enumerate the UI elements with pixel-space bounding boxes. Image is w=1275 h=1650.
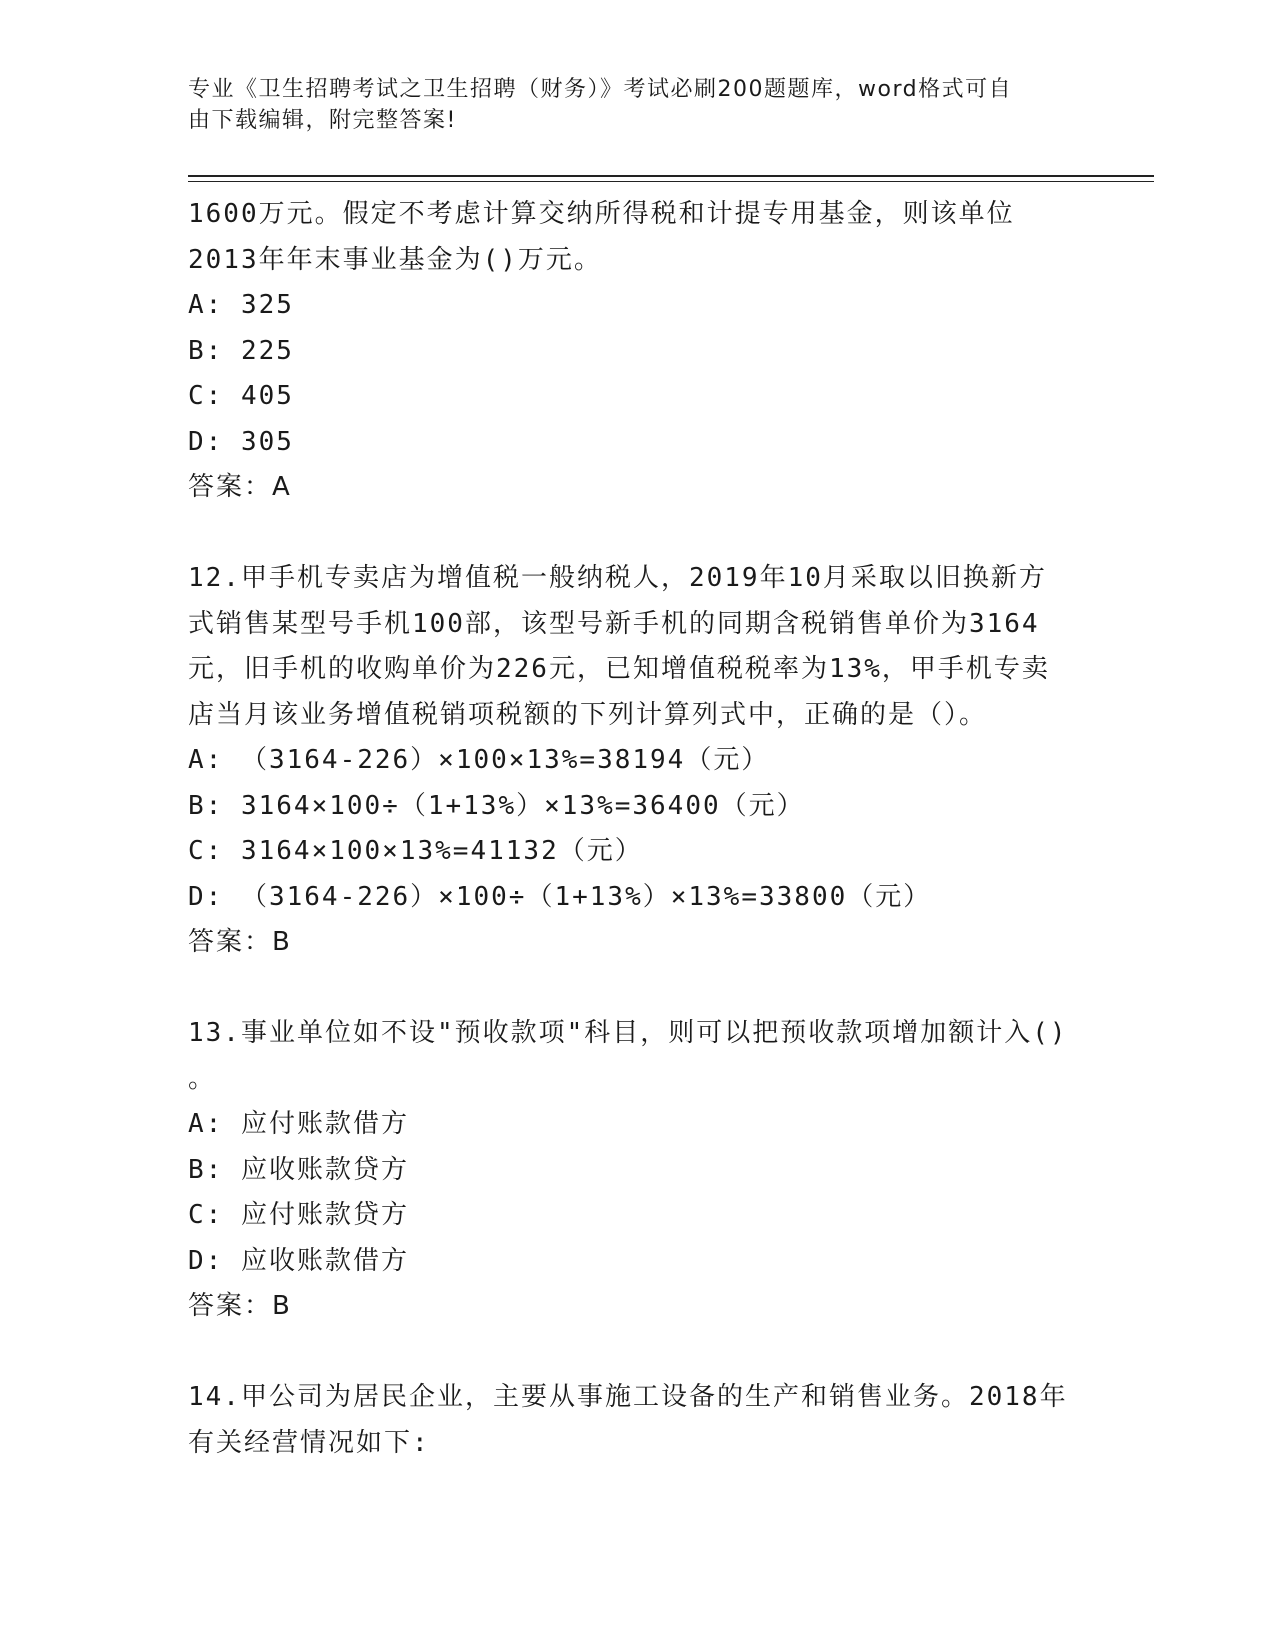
option-a: A: 325: [188, 290, 294, 320]
question-stem-line: 。: [188, 1063, 217, 1094]
option-b: B: 3164×100÷（1+13%）×13%=36400（元）: [188, 790, 805, 821]
option-a: A: （3164-226）×100×13%=38194（元）: [188, 745, 770, 775]
question-stem-line: 1600万元。假定不考虑计算交纳所得税和计提专用基金，则该单位: [188, 199, 1015, 229]
question-12: [188, 556, 1088, 966]
question-stem-line: 元，旧手机的收购单价为226元，已知增值税税率为13%，甲手机专卖: [188, 654, 1050, 684]
header-divider-thick: [188, 175, 1154, 177]
question-14: [188, 1375, 1088, 1466]
option-c: C: 应付账款贷方: [188, 1200, 409, 1230]
header-line-1: 专业《卫生招聘考试之卫生招聘（财务）》考试必刷200题题库，word格式可自: [188, 77, 1013, 102]
header-divider-thin: [188, 181, 1154, 182]
question-13: [188, 1011, 1088, 1330]
option-b: B: 225: [188, 335, 294, 366]
answer-line: 答案：B: [188, 1291, 292, 1321]
question-stem-line: 2013年年末事业基金为()万元。: [188, 244, 602, 275]
option-c: C: 405: [188, 381, 294, 411]
question-stem-line: 式销售某型号手机100部，该型号新手机的同期含税销售单价为3164: [188, 608, 1040, 639]
question-spacer: [188, 511, 1088, 557]
answer-line: 答案：A: [188, 472, 292, 502]
question-spacer: [188, 966, 1088, 1012]
question-stem-line: 店当月该业务增值税销项税额的下列计算列式中，正确的是（）。: [188, 699, 988, 730]
question-stem-line: 有关经营情况如下:: [188, 1427, 430, 1458]
question-stem-line: 12.甲手机专卖店为增值税一般纳税人，2019年10月采取以旧换新方: [188, 563, 1047, 593]
question-stem-line: 13.事业单位如不设"预收款项"科目，则可以把预收款项增加额计入(): [188, 1018, 1068, 1048]
header-line-2: 由下载编辑，附完整答案!: [188, 108, 457, 133]
option-d: D: 305: [188, 426, 294, 457]
question-spacer: [188, 1330, 1088, 1376]
question-stem-line: 14.甲公司为居民企业，主要从事施工设备的生产和销售业务。2018年: [188, 1382, 1068, 1412]
answer-line: 答案：B: [188, 927, 292, 957]
document-header: [188, 74, 1068, 136]
option-d: D: 应收账款借方: [188, 1245, 409, 1276]
question-11: [188, 192, 1088, 511]
option-d: D: （3164-226）×100÷（1+13%）×13%=33800（元）: [188, 881, 932, 912]
option-a: A: 应付账款借方: [188, 1109, 409, 1139]
option-c: C: 3164×100×13%=41132（元）: [188, 836, 643, 866]
option-b: B: 应收账款贷方: [188, 1154, 409, 1185]
question-list: [188, 192, 1088, 1466]
